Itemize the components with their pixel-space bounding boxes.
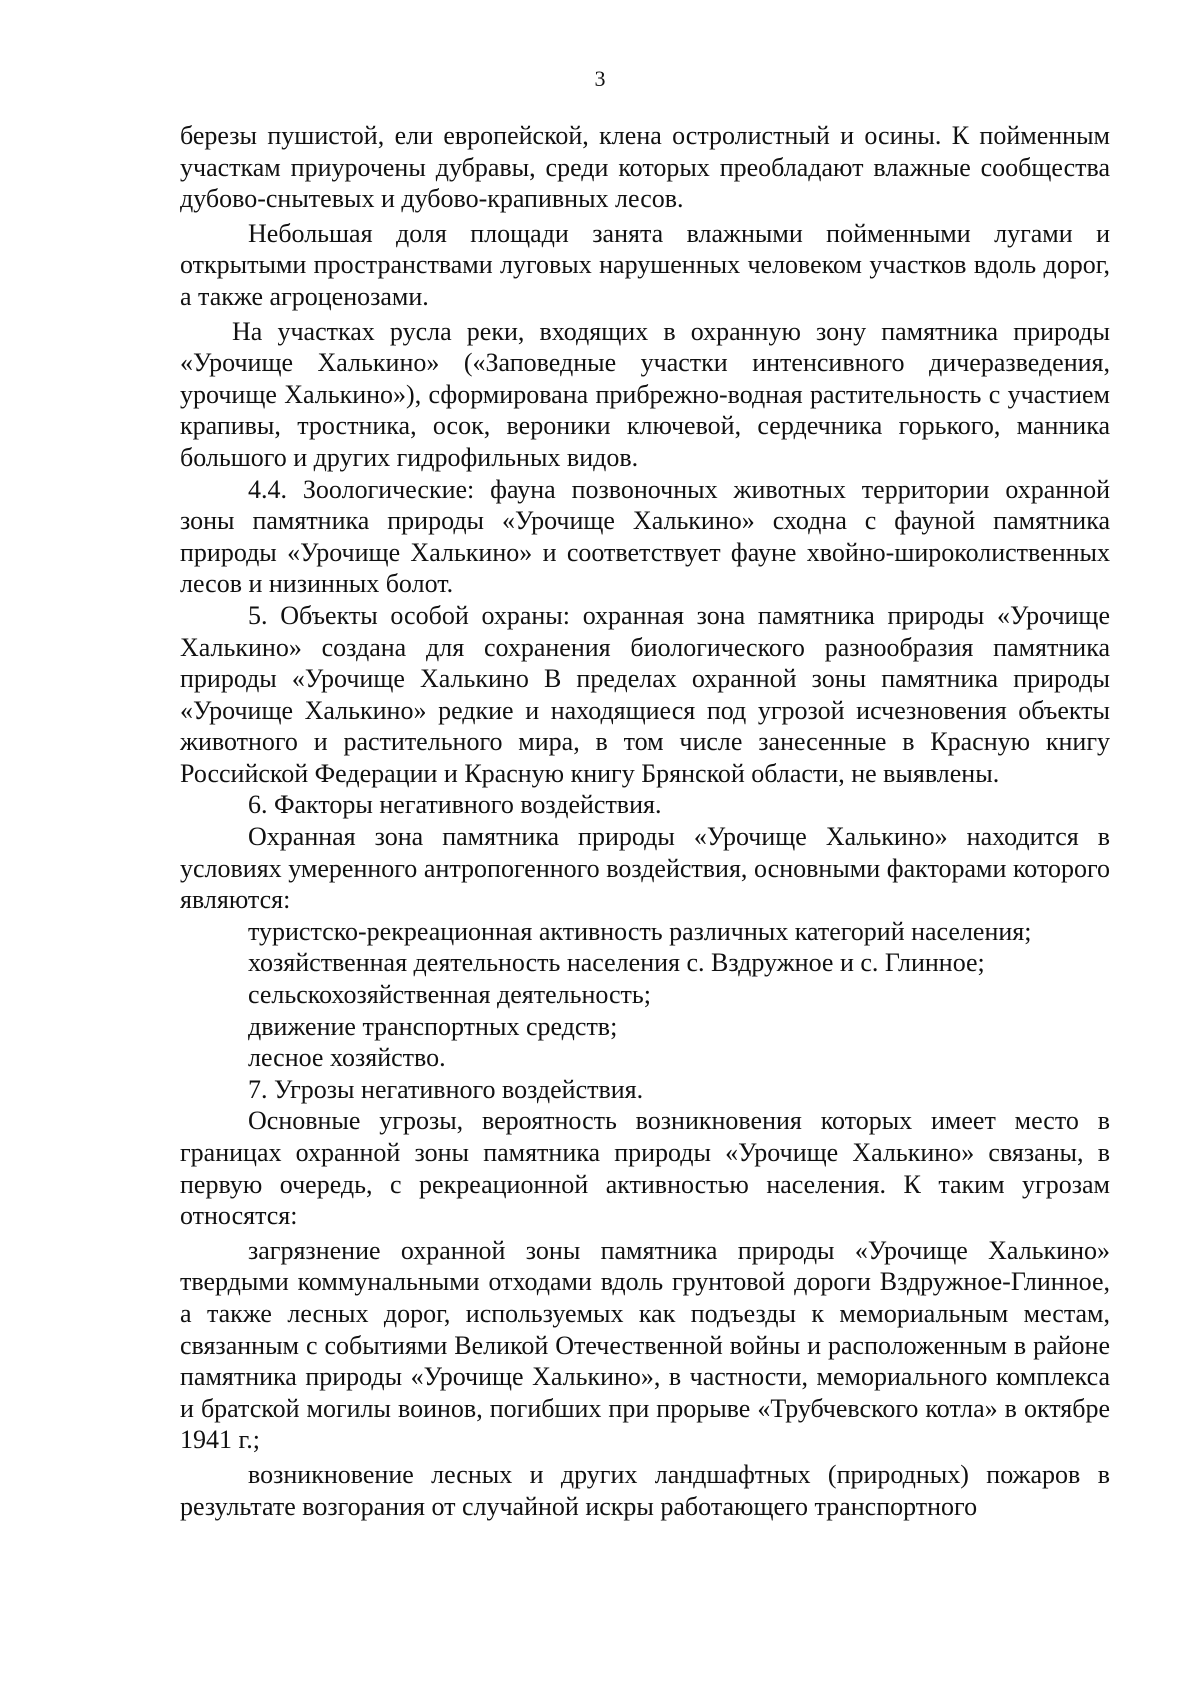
paragraph-zoological: 4.4. Зоологические: фауна позвоночных животных территории охранной зоны памятника природы «Урочище Халькино» сходна с фауной памятника природы «Урочище Халькино» и соответствует фауне хвойно-широколиственных лесов и низинных болот. [180,474,1110,599]
paragraph-threat-fires: возникновение лесных и других ландшафтных (природных) пожаров в результате возгорания от случайной искры работающего транспортного [180,1459,1110,1521]
paragraph-protected-objects: 5. Объекты особой охраны: охранная зона памятника природы «Урочище Халькино» создана для сохранения биологического разнообразия памятника природы «Урочище Халькино В пределах охранной зоны памятника природы «Урочище Халькино» редкие и находящиеся под угрозой исчезновения объекты животного и растительного мира, в том числе занесенные в Красную книгу Российской Федерации и Красную книгу Брянской области, не выявлены. [180,600,1110,788]
paragraph-factors-intro: Охранная зона памятника природы «Урочище Халькино» находится в условиях умеренного антропогенного воздействия, основными факторами которого являются: [180,822,1110,915]
document-body [180,120,1110,1522]
heading-threats: 7. Угрозы негативного воздействия. [248,1074,644,1104]
paragraph-threats-intro: Основные угрозы, вероятность возникновения которых имеет место в границах охранной зоны памятника природы «Урочище Халькино» связаны, в первую очередь, с рекреационной активностью населения. К таким угрозам относятся: [180,1106,1110,1231]
list-item-economic-activity: хозяйственная деятельность населения с. Вздружное и с. Глинное; [248,948,985,978]
paragraph-floodplain-meadows: Небольшая доля площади занята влажными пойменными лугами и открытыми пространствами луговых нарушенных человеком участков вдоль дорог, а также агроценозами. [180,218,1110,311]
list-item-agriculture: сельскохозяйственная деятельность; [248,980,651,1010]
paragraph-threat-pollution: загрязнение охранной зоны памятника природы «Урочище Халькино» твердыми коммунальными отходами вдоль грунтовой дороги Вздружное-Глинное, а также лесных дорог, используемых как подъезды к мемориальным местам, связанным с событиями Великой Отечественной войны и расположенным в районе памятника природы «Урочище Халькино», в частности, мемориального комплекса и братской могилы воинов, погибших при прорыве «Трубчевского котла» в октябре 1941 г.; [180,1235,1110,1455]
list-item-transport: движение транспортных средств; [248,1011,618,1041]
list-item-tourism: туристско-рекреационная активность различных категорий населения; [248,916,1032,946]
list-item-forestry: лесное хозяйство. [248,1043,446,1073]
heading-negative-factors: 6. Факторы негативного воздействия. [248,790,662,820]
paragraph-riverbed-vegetation: На участках русла реки, входящих в охранную зону памятника природы «Урочище Халькино» («Заповедные участки интенсивного дичеразведения, урочище Халькино»), сформирована прибрежно-водная растительность с участием крапивы, тростника, осок, вероники ключевой, сердечника горького, манника большого и других гидрофильных видов. [180,316,1110,472]
page-number: 3 [594,66,606,91]
paragraph-birch-continuation: березы пушистой, ели европейской, клена остролистный и осины. К пойменным участкам приурочены дубравы, среди которых преобладают влажные сообщества дубово-снытевых и дубово-крапивных лесов. [180,121,1110,214]
